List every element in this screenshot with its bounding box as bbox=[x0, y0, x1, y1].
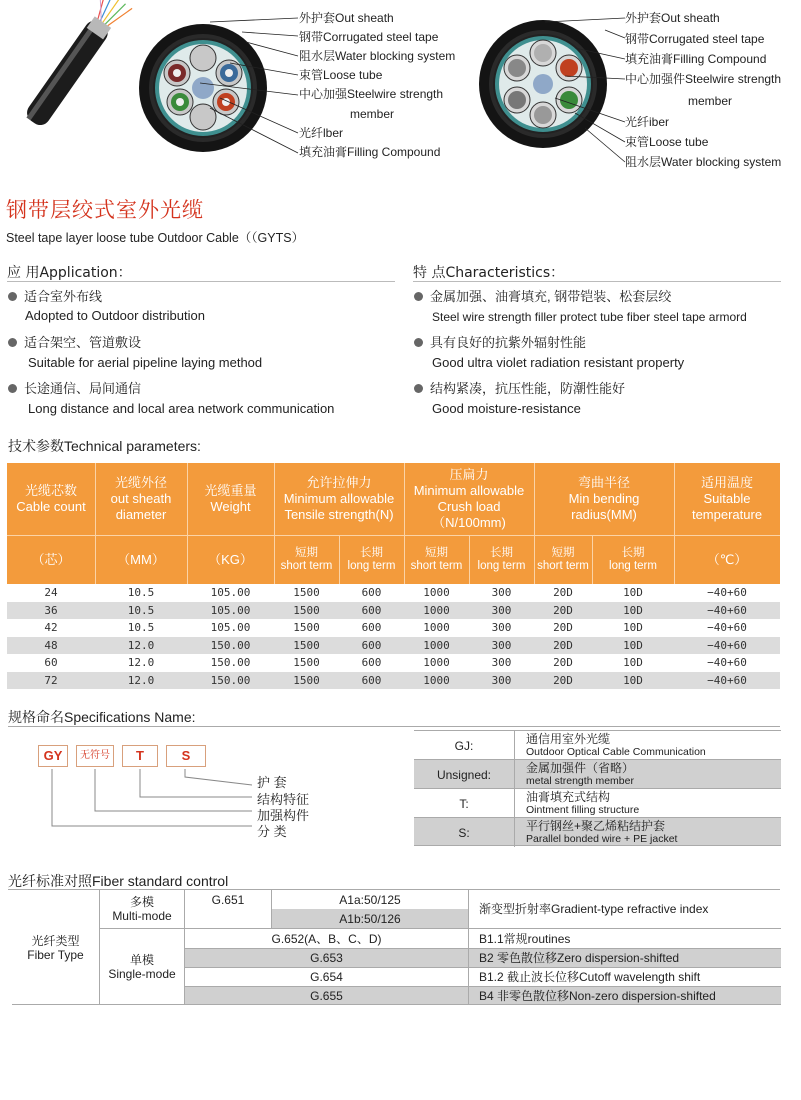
bullet-icon bbox=[414, 384, 423, 393]
characteristics-item-1-cn bbox=[414, 286, 671, 305]
spec-row-t bbox=[414, 788, 781, 817]
label-water-block-left: 阻水层Water blocking system bbox=[299, 49, 456, 63]
unit-count: （芯） bbox=[31, 551, 71, 567]
label-filling-left: 填充油膏Filling Compound bbox=[299, 145, 441, 159]
characteristics-divider bbox=[413, 281, 781, 282]
sub-short-term: 短期 short term bbox=[410, 546, 463, 572]
characteristics-item-3-en: Good moisture-resistance bbox=[432, 401, 581, 416]
sub-long-term: 长期 long term bbox=[609, 546, 657, 572]
label-strength-right: 中心加强件Steelwire strength bbox=[625, 72, 782, 86]
header-tensile: 允许拉伸力 Minimum allowable Tensile strength(N) bbox=[283, 475, 395, 522]
g655-cell: G.655 bbox=[310, 988, 343, 1003]
tech-table-body bbox=[7, 584, 780, 689]
characteristics-heading: 特 点Characteristics： bbox=[413, 265, 565, 281]
g652-cell: G.652(A、B、C、D) bbox=[271, 931, 382, 946]
spec-table bbox=[414, 730, 781, 846]
label-loose-tube-left: 束管Loose tube bbox=[299, 68, 383, 82]
spec-row-gj bbox=[414, 730, 781, 759]
page-title: 钢带层绞式室外光缆 bbox=[6, 198, 204, 222]
b12-cell: B1.2 截止波长位移Cutoff wavelength shift bbox=[479, 969, 701, 984]
label-strength-member-left: member bbox=[350, 107, 395, 121]
table-row: 60 12.0 150.00 1500 600 1000 300 20D 10D −40+60 bbox=[44, 656, 747, 669]
spec-key: T: bbox=[459, 796, 469, 811]
fiber-type-label: 光纤类型 Fiber Type bbox=[27, 933, 84, 962]
a1b-cell: A1b:50/126 bbox=[339, 911, 401, 926]
table-row: 36 10.5 105.00 1500 600 1000 300 20D 10D −40+60 bbox=[7, 602, 780, 620]
application-item-2-en: Suitable for aerial pipeline laying method bbox=[28, 355, 263, 370]
label-strength-left: 中心加强Steelwire strength bbox=[299, 87, 444, 101]
application-item-text: 适合室外布线 bbox=[24, 289, 103, 304]
label-outer-sheath-left: 外护套Out sheath bbox=[299, 11, 394, 25]
application-item-2-cn bbox=[8, 332, 141, 351]
spec-value-en: Ointment filling structure bbox=[526, 804, 640, 816]
header-crush: 压扁力 Minimum allowable Crush load （N/100mm) bbox=[413, 467, 525, 530]
header-cable-count: 光缆芯数 Cable count bbox=[16, 483, 86, 514]
label-strength-member-right: member bbox=[688, 94, 733, 108]
label-fiber-left: 光纤lber bbox=[299, 126, 344, 140]
leader-lines-left bbox=[200, 8, 300, 163]
label-outer-sheath-right: 外护套Out sheath bbox=[625, 11, 720, 25]
sub-short-term: 短期 short term bbox=[280, 546, 333, 572]
spec-box-s: S bbox=[166, 745, 206, 767]
characteristics-item-text: 金属加强、油膏填充, 钢带铠装、松套层绞 bbox=[430, 289, 672, 304]
header-temperature: 适用温度 Suitable temperature bbox=[691, 475, 763, 522]
single-mode-label: 单模 Single-mode bbox=[108, 953, 176, 981]
application-item-3-en: Long distance and local area network communication bbox=[28, 401, 335, 416]
unit-diameter: （MM） bbox=[117, 551, 165, 567]
application-item-1-cn bbox=[8, 286, 102, 305]
label-steel-tape-left: 钢带Corrugated steel tape bbox=[299, 30, 439, 44]
spec-box-unsigned: 无符号 bbox=[76, 745, 114, 767]
spec-row-s bbox=[414, 817, 781, 846]
spec-label-category: 分 类 bbox=[257, 824, 287, 839]
gradient-cell: 渐变型折射率Gradient-type refractive index bbox=[479, 902, 709, 916]
label-steel-tape-right: 钢带Corrugated steel tape bbox=[625, 32, 765, 46]
tech-params-table bbox=[7, 463, 780, 689]
spec-value-cn: 平行钢丝+聚乙烯粘结护套 bbox=[526, 819, 666, 833]
application-divider bbox=[7, 281, 395, 282]
label-loose-tube-right: 束管Loose tube bbox=[625, 135, 709, 149]
spec-key: S: bbox=[458, 825, 470, 840]
table-row: 48 12.0 150.00 1500 600 1000 300 20D 10D −40+60 bbox=[7, 637, 780, 655]
bullet-icon bbox=[414, 292, 423, 301]
bullet-icon bbox=[8, 384, 17, 393]
multi-mode-label: 多模 Multi-mode bbox=[112, 895, 172, 923]
leader-lines-right bbox=[545, 8, 627, 173]
spec-value-en: metal strength member bbox=[526, 775, 634, 787]
spec-value-cn: 通信用室外光缆 bbox=[526, 732, 611, 746]
bullet-icon bbox=[414, 338, 423, 347]
application-item-text: 适合架空、管道敷设 bbox=[24, 335, 142, 350]
label-water-block-right: 阻水层Water blocking system bbox=[625, 155, 782, 169]
application-heading: 应 用Application： bbox=[7, 265, 132, 281]
spec-label-structure: 结构特征 bbox=[257, 792, 310, 807]
a1a-cell: A1a:50/125 bbox=[339, 892, 401, 907]
bullet-icon bbox=[8, 292, 17, 301]
sub-long-term: 长期 long term bbox=[347, 546, 396, 572]
characteristics-item-text: 具有良好的抗紫外辐射性能 bbox=[430, 335, 587, 350]
spec-value-en: Parallel bonded wire + PE jacket bbox=[526, 833, 678, 845]
cable-photo bbox=[0, 0, 135, 150]
characteristics-item-2-en: Good ultra violet radiation resistant property bbox=[432, 355, 685, 370]
g654-cell: G.654 bbox=[310, 969, 343, 984]
unit-temperature: （℃） bbox=[706, 551, 748, 567]
table-row: 72 12.0 150.00 1500 600 1000 300 20D 10D −40+60 bbox=[7, 672, 780, 690]
sub-long-term: 长期 long term bbox=[477, 546, 526, 572]
application-item-text: 长途通信、局间通信 bbox=[24, 381, 142, 396]
application-item-3-cn bbox=[8, 378, 141, 397]
b4-cell: B4 非零色散位移Non-zero dispersion-shifted bbox=[479, 988, 716, 1003]
g651-cell: G.651 bbox=[211, 893, 245, 907]
characteristics-item-text: 结构紧凑，抗压性能，防潮性能好 bbox=[430, 381, 626, 396]
page-subtitle: Steel tape layer loose tube Outdoor Cable（（GYTS） bbox=[6, 231, 305, 245]
spec-divider bbox=[8, 726, 780, 727]
spec-value-en: Outdoor Optical Cable Communication bbox=[526, 746, 706, 758]
b11-cell: B1.1常规routines bbox=[479, 931, 571, 946]
table-row: 42 10.5 105.00 1500 600 1000 300 20D 10D −40+60 bbox=[44, 621, 747, 634]
b2-cell: B2 零色散位移Zero dispersion-shifted bbox=[479, 950, 680, 965]
tech-params-heading: 技术参数Technical parameters: bbox=[8, 438, 201, 454]
header-bending: 弯曲半径 Min bending radius(MM) bbox=[568, 475, 640, 522]
spec-label-sheath: 护 套 bbox=[257, 775, 287, 790]
sub-short-term: 短期 short term bbox=[537, 546, 589, 572]
g653-cell: G.653 bbox=[310, 950, 343, 965]
application-item-1-en: Adopted to Outdoor distribution bbox=[25, 308, 205, 323]
unit-weight: （KG） bbox=[208, 551, 253, 567]
header-weight: 光缆重量 Weight bbox=[204, 483, 257, 514]
characteristics-item-2-cn bbox=[414, 332, 586, 351]
characteristics-item-1-en: Steel wire strength filler protect tube fiber steel tape armord bbox=[432, 310, 747, 324]
spec-box-t: T bbox=[122, 745, 158, 767]
spec-connector-lines bbox=[40, 767, 255, 832]
spec-row-unsigned bbox=[414, 759, 781, 788]
header-diameter: 光缆外径 out sheath diameter bbox=[110, 475, 172, 522]
illustration-area bbox=[0, 0, 801, 185]
spec-value-cn: 金属加强件（省略） bbox=[526, 761, 635, 775]
fiber-standard-table bbox=[12, 890, 781, 1005]
characteristics-item-3-cn bbox=[414, 378, 625, 397]
table-row: 24 10.5 105.00 1500 600 1000 300 20D 10D −40+60 bbox=[44, 586, 747, 599]
spec-key: GJ: bbox=[454, 738, 474, 753]
fiber-standard-heading: 光纤标准对照Fiber standard control bbox=[8, 873, 229, 889]
label-fiber-right: 光纤iber bbox=[625, 115, 670, 129]
spec-name-heading: 规格命名Specifications Name: bbox=[8, 709, 196, 725]
spec-box-gy: GY bbox=[38, 745, 68, 767]
spec-key: Unsigned: bbox=[436, 767, 492, 782]
bullet-icon bbox=[8, 338, 17, 347]
label-filling-right: 填充油膏Filling Compound bbox=[625, 52, 767, 66]
spec-value-cn: 油膏填充式结构 bbox=[526, 790, 611, 804]
tech-table-header bbox=[7, 463, 780, 584]
spec-label-strength: 加强构件 bbox=[257, 808, 310, 823]
